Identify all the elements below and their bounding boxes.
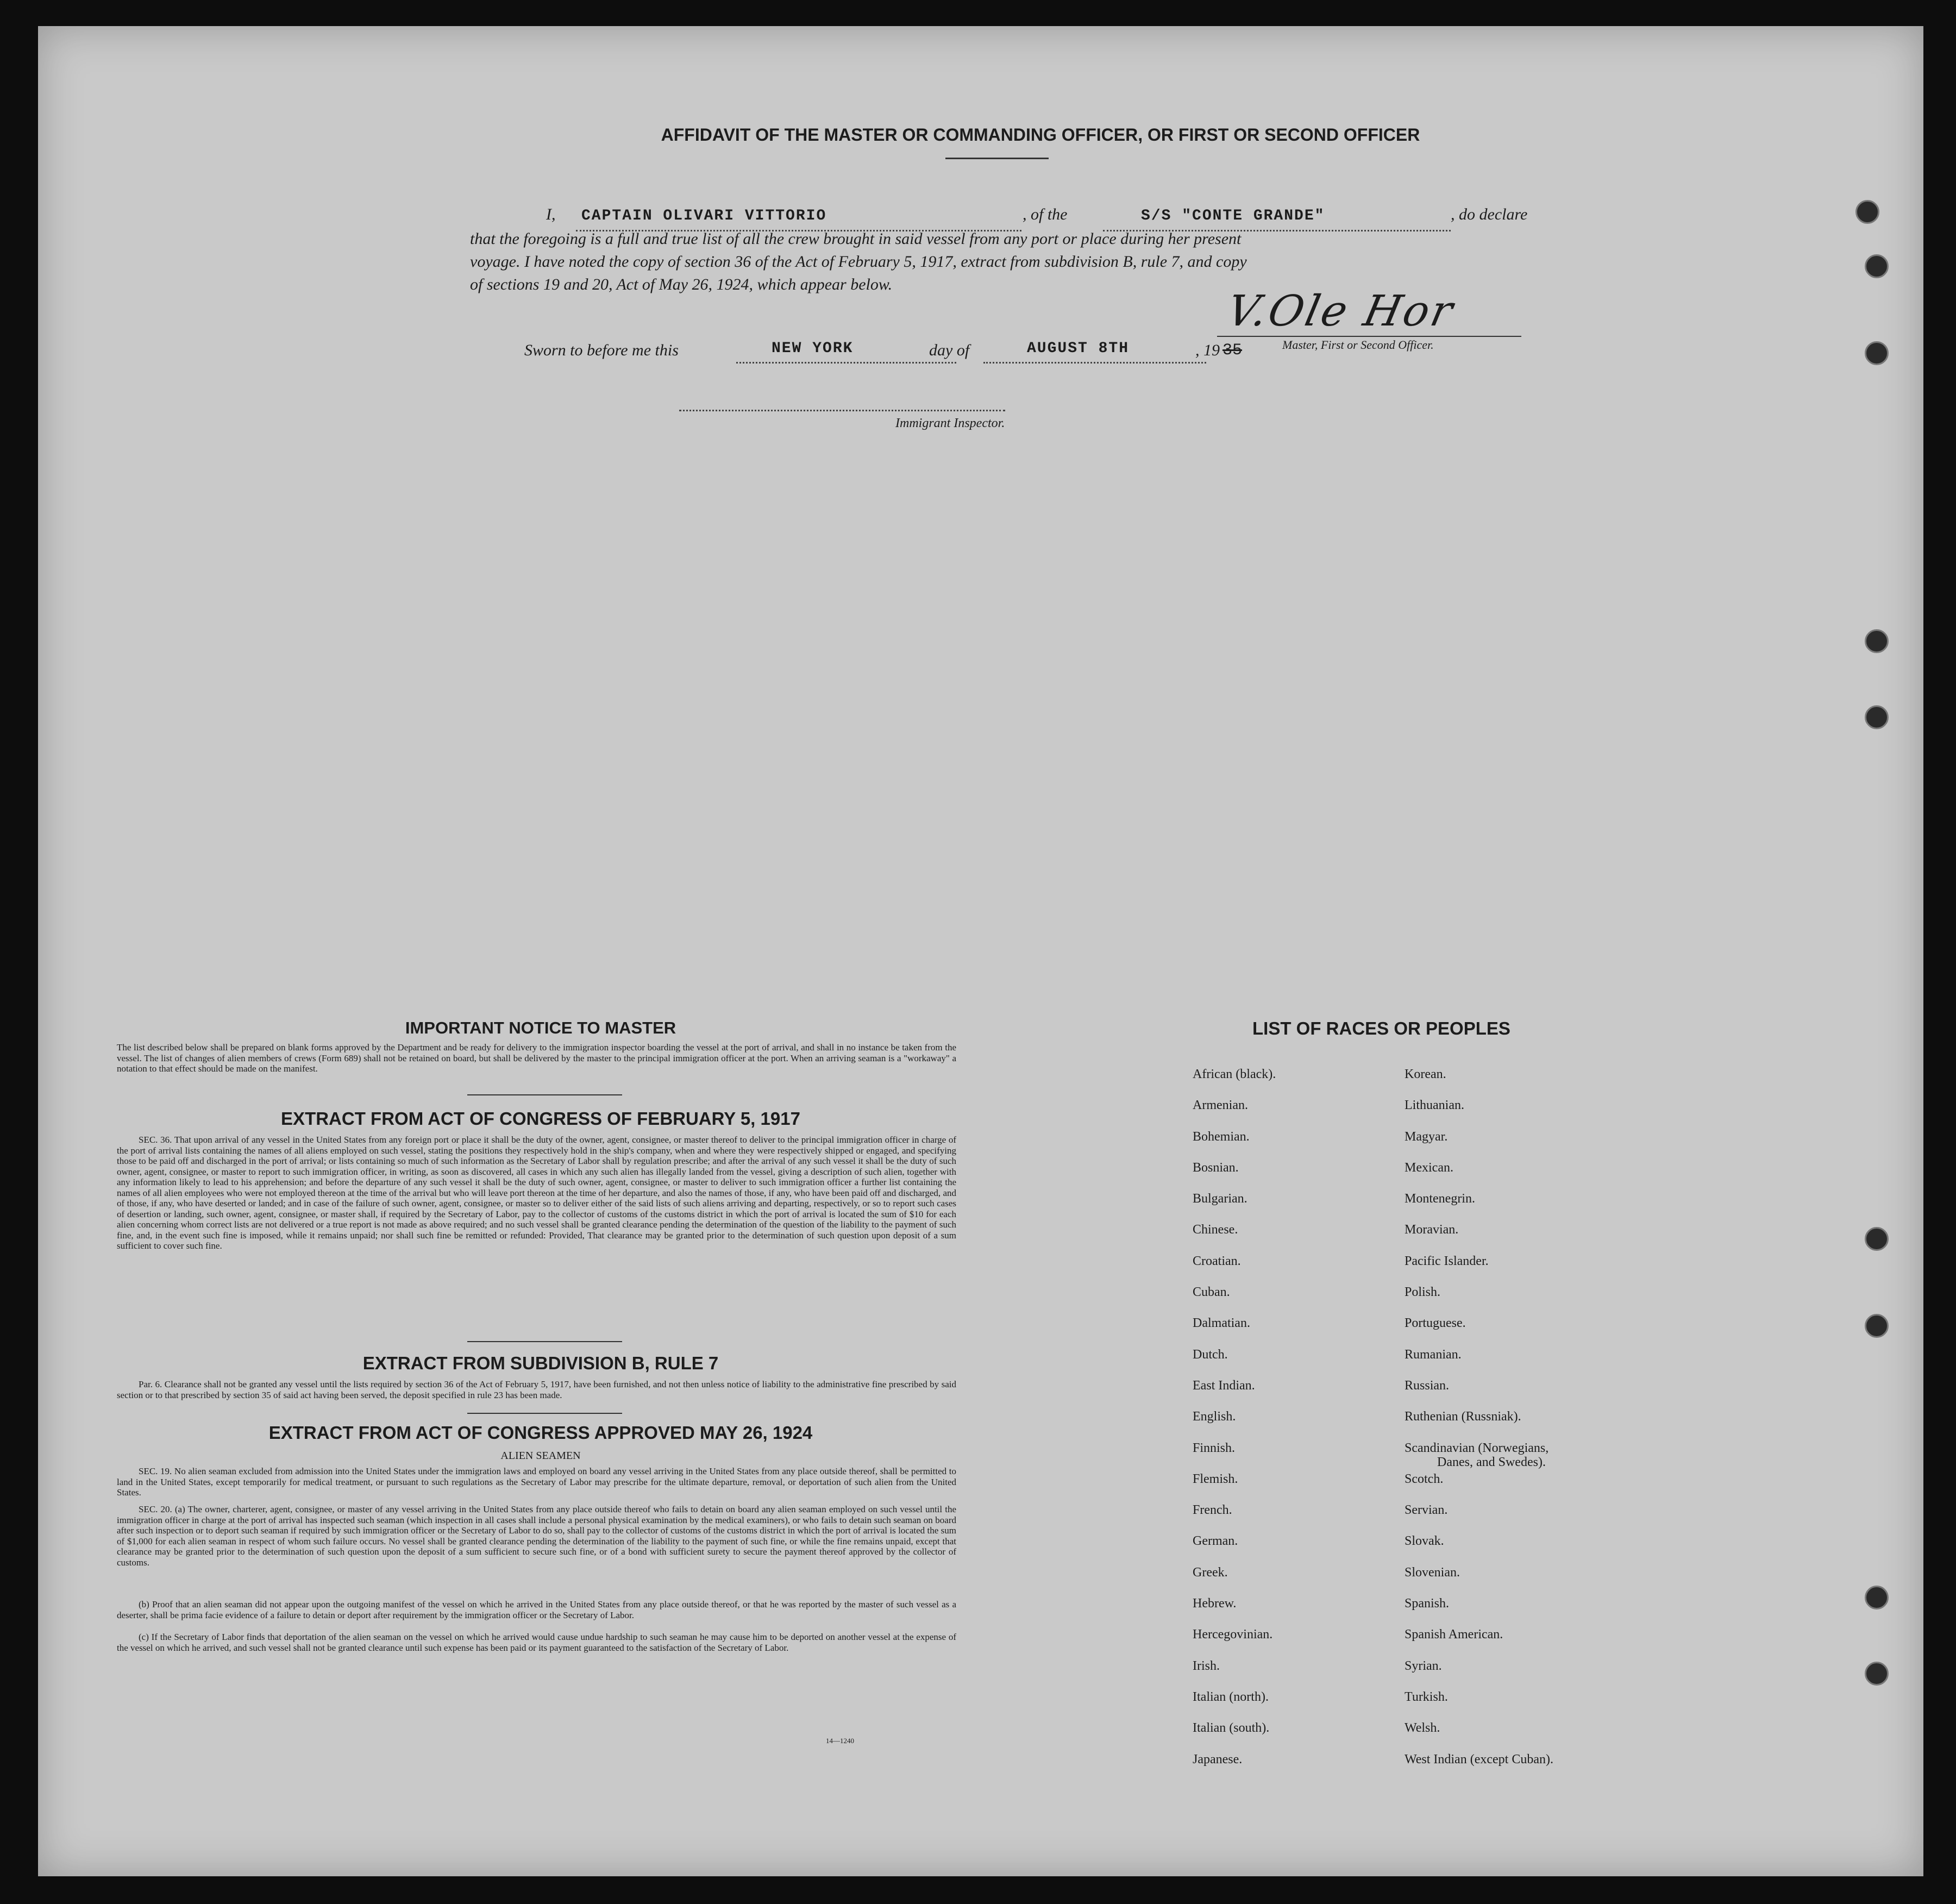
- race-item: Italian (north).: [1193, 1689, 1269, 1704]
- race-item: Lithuanian.: [1405, 1098, 1464, 1113]
- race-item: Bosnian.: [1193, 1160, 1239, 1175]
- race-item: Russian.: [1405, 1378, 1450, 1393]
- race-item: Rumanian.: [1405, 1347, 1462, 1362]
- race-item: Cuban.: [1193, 1285, 1230, 1300]
- race-item: Italian (south).: [1193, 1721, 1270, 1736]
- race-item-scandinavian-cont: Danes, and Swedes).: [1437, 1455, 1546, 1469]
- race-item: Portuguese.: [1405, 1316, 1466, 1331]
- race-item: Magyar.: [1405, 1129, 1448, 1144]
- sworn-year: 35: [1222, 341, 1243, 360]
- extract-1917-title: EXTRACT FROM ACT OF CONGRESS OF FEBRUARY 5, 1917: [281, 1108, 800, 1129]
- race-item: Spanish American.: [1405, 1627, 1503, 1642]
- binder-hole: [1855, 200, 1879, 224]
- signature-label: Master, First or Second Officer.: [1282, 338, 1434, 352]
- race-item: Mexican.: [1405, 1160, 1453, 1175]
- section-rule: [467, 1413, 622, 1414]
- affidavit-line-1: [546, 203, 556, 227]
- race-item: English.: [1193, 1410, 1236, 1424]
- race-item: Slovenian.: [1405, 1565, 1460, 1580]
- inspector-label: Immigrant Inspector.: [895, 416, 1005, 430]
- master-signature: V.Ole Hor: [1222, 287, 1459, 336]
- race-item: German.: [1193, 1534, 1238, 1549]
- affidavit-title: AFFIDAVIT OF THE MASTER OR COMMANDING OFFICER, OR FIRST OR SECOND OFFICER: [661, 125, 1420, 145]
- sworn-place: NEW YORK: [772, 340, 854, 357]
- master-name: CAPTAIN OLIVARI VITTORIO: [581, 208, 827, 224]
- race-item: Turkish.: [1405, 1689, 1448, 1704]
- race-item: Croatian.: [1193, 1254, 1241, 1268]
- race-item: Finnish.: [1193, 1440, 1236, 1455]
- affidavit-declare: , do declare: [1451, 205, 1528, 223]
- race-item: Greek.: [1193, 1565, 1228, 1580]
- binder-hole: [1865, 1586, 1889, 1609]
- extract-1917-text: SEC. 36. That upon arrival of any vessel in the United States from any foreign port or place it shall be the duty of the owner, agent, consignee, or master thereof to deliver to the principal immigration officer in charge of the port of arrival lists containing the names of all aliens employed on such vessel, stating the positions they respectively hold in the ship's company, when and where they were respectively shipped or engaged, and specifying those to be paid off and discharged in the port of arrival; or lists containing so much of such information as the Secretary of Labor shall by regulation prescribe; and after the arrival of any such vessel it shall be the duty of such owner, agent, consignee, or master to report to such immigration officer, in writing, as soon as discovered, all cases in which any such alien has illegally landed from the vessel, giving a description of such alien, together with any information likely to lead to his apprehension; and before the departure of any such vessel it shall be the duty of such owner, agent, consignee, or master to deliver to such immigration officer a further list containing the names of all alien employees who were not employed thereon at the time of the arrival but who will leave port thereon at the time of her departure, and also the names of those, if any, who have been paid off and discharged, and of those, if any, who have deserted or landed; and in case of the failure of such owner, agent, consignee, or master so to deliver either of the said lists of such aliens arriving and departing, respectively, or so to report such cases of desertion or landing, such owner, agent, consignee, or master shall, if required by the Secretary of Labor, pay to the collector of customs of the customs district in which the port of arrival is located the sum of $10 for each alien concerning whom correct lists are not delivered or a true report is not made as above required; and no such vessel shall be granted clearance pending the determination of the question of the liability to the payment of such fine, and, in the event such fine is imposed, while it remains unpaid; nor shall such fine be remitted or refunded: Provided, That clearance may be granted prior to the determination of such question upon deposit of a sum sufficient to cover such fine.: [117, 1135, 956, 1251]
- manifest-page: [38, 26, 1923, 1876]
- race-item: Moravian.: [1405, 1223, 1459, 1237]
- extract-1924-sec20a: SEC. 20. (a) The owner, charterer, agent, consignee, or master of any vessel arriving in the United States from any place outside thereof who fails to detain on board any alien seaman employed on such vessel until the immigration officer in charge at the port of arrival has inspected such seaman (which inspection in all cases shall include a personal physical examination by the medical examiners), or who fails to detain such seaman on board after such inspection or to deport such seaman if required by such immigration officer or the Secretary of Labor to do so, shall pay to the collector of customs of the customs district in which the port of arrival is located the sum of $1,000 for each alien seaman in respect of whom such failure occurs. No vessel shall be granted clearance pending the determination of the liability to the payment of such fine, or while the fine remains unpaid, except that clearance may be granted prior to the determination of such question upon the deposit of a sum sufficient to secure such fine, or of a bond with sufficient surety to secure the payment thereof approved by the collector of customs.: [117, 1504, 956, 1568]
- sworn-place-blank: [736, 362, 956, 364]
- notice-title: IMPORTANT NOTICE TO MASTER: [405, 1018, 676, 1037]
- inspector-signature-blank: [679, 410, 1005, 411]
- race-item: Polish.: [1405, 1285, 1441, 1300]
- race-item: African (black).: [1193, 1067, 1276, 1081]
- race-item: Armenian.: [1193, 1098, 1248, 1113]
- extract-rule7-title: EXTRACT FROM SUBDIVISION B, RULE 7: [362, 1353, 719, 1373]
- sworn-day-of: day of: [929, 341, 970, 359]
- affidavit-i: I,: [546, 205, 556, 223]
- races-title: LIST OF RACES OR PEOPLES: [1252, 1018, 1510, 1038]
- affidavit-line-3: voyage. I have noted the copy of section 36 of the Act of February 5, 1917, extract from subdivision B, rule 7, and copy: [470, 253, 1247, 271]
- sworn-year-prefix: , 19: [1195, 341, 1220, 359]
- race-item: Bohemian.: [1193, 1129, 1250, 1144]
- race-item: Ruthenian (Russniak).: [1405, 1410, 1521, 1424]
- races-column-2: [1405, 1067, 1553, 1783]
- race-item: Spanish.: [1405, 1596, 1450, 1611]
- affidavit-line-4: of sections 19 and 20, Act of May 26, 1924, which appear below.: [470, 275, 893, 293]
- race-item: Welsh.: [1405, 1721, 1440, 1736]
- extract-rule7-text: Par. 6. Clearance shall not be granted any vessel until the lists required by section 36 of the Act of February 5, 1917, have been furnished, and not then unless notice of liability to the administrative fine prescribed by said section or to that prescribed by section 35 of said act having been served, the deposit specified in rule 23 has been made.: [117, 1379, 956, 1400]
- binder-hole: [1865, 1227, 1889, 1251]
- vessel-name: S/S "CONTE GRANDE": [1141, 208, 1325, 224]
- section-rule: [467, 1094, 622, 1095]
- notice-text: The list described below shall be prepared on blank forms approved by the Department and be ready for delivery to the immigration inspector boarding the vessel at the port of arrival, and shall in no instance be taken from the vessel. The list of changes of alien members of crews (Form 689) shall not be retained on board, but shall be delivered by the master to the principal immigration officer at the port. When an arriving seaman is a "workaway" a notation to that effect should be made on the manifest.: [117, 1042, 956, 1074]
- binder-hole: [1865, 254, 1889, 278]
- title-rule: [945, 158, 1049, 159]
- race-item: East Indian.: [1193, 1378, 1255, 1393]
- extract-1924-subtitle: ALIEN SEAMEN: [500, 1450, 581, 1462]
- race-item: West Indian (except Cuban).: [1405, 1752, 1553, 1767]
- binder-hole: [1865, 341, 1889, 365]
- race-item: Montenegrin.: [1405, 1192, 1475, 1206]
- race-item: [1405, 1441, 1553, 1472]
- sworn-date: AUGUST 8TH: [1027, 340, 1130, 357]
- binder-hole: [1865, 629, 1889, 653]
- binder-hole: [1865, 1314, 1889, 1338]
- race-item: Hercegovinian.: [1193, 1627, 1273, 1642]
- race-item: Servian.: [1405, 1503, 1448, 1518]
- section-rule: [467, 1341, 622, 1342]
- race-item: Hebrew.: [1193, 1596, 1237, 1611]
- races-column-1: [1193, 1067, 1276, 1783]
- race-item: Slovak.: [1405, 1534, 1444, 1549]
- affidavit-of-the: , of the: [1023, 205, 1068, 223]
- race-item: Korean.: [1405, 1067, 1446, 1081]
- race-item: Bulgarian.: [1193, 1192, 1247, 1206]
- extract-1924-sec20c: (c) If the Secretary of Labor finds that deportation of the alien seaman on the vessel on which he arrived would cause undue hardship to such seaman he may cause him to be deported on another vessel at the expense of the vessel on which he arrived, and such vessel shall not be granted clearance until such expense has been paid or its payment guaranteed to the satisfaction of the Secretary of Labor.: [117, 1632, 956, 1653]
- binder-hole: [1865, 705, 1889, 729]
- race-item: Syrian.: [1405, 1658, 1442, 1673]
- extract-1924-title: EXTRACT FROM ACT OF CONGRESS APPROVED MAY 26, 1924: [268, 1423, 813, 1443]
- race-item: Dalmatian.: [1193, 1316, 1250, 1331]
- sworn-date-blank: [983, 362, 1206, 364]
- race-item: Irish.: [1193, 1658, 1220, 1673]
- race-item: Japanese.: [1193, 1752, 1243, 1767]
- race-item: Scotch.: [1405, 1471, 1444, 1486]
- race-item: Chinese.: [1193, 1223, 1238, 1237]
- race-item-scandinavian: Scandinavian (Norwegians,: [1405, 1440, 1549, 1455]
- form-number: 14—1240: [826, 1737, 854, 1745]
- extract-1924-sec20b: (b) Proof that an alien seaman did not appear upon the outgoing manifest of the vessel on which he arrived in the United States from any place outside thereof, or that he was reported by the master of such vessel as a deserter, shall be prima facie evidence of a failure to detain or deport after requirement by the immigration officer or the Secretary of Labor.: [117, 1599, 956, 1620]
- extract-1924-sec19: SEC. 19. No alien seaman excluded from admission into the United States under the immigration laws and employed on board any vessel arriving in the United States from any place outside thereof, shall be permitted to land in the United States, except temporarily for medical treatment, or pursuant to such regulations as the Secretary of Labor may prescribe for the ultimate departure, removal, or deportation of such alien from the United States.: [117, 1466, 956, 1498]
- race-item: Pacific Islander.: [1405, 1254, 1489, 1268]
- race-item: Flemish.: [1193, 1471, 1238, 1486]
- sworn-text: Sworn to before me this: [524, 341, 679, 359]
- race-item: French.: [1193, 1503, 1232, 1518]
- race-item: Dutch.: [1193, 1347, 1228, 1362]
- signature-line: [1217, 336, 1521, 337]
- affidavit-line-2: that the foregoing is a full and true list of all the crew brought in said vessel from any port or place during her present: [470, 230, 1242, 248]
- binder-hole: [1865, 1662, 1889, 1686]
